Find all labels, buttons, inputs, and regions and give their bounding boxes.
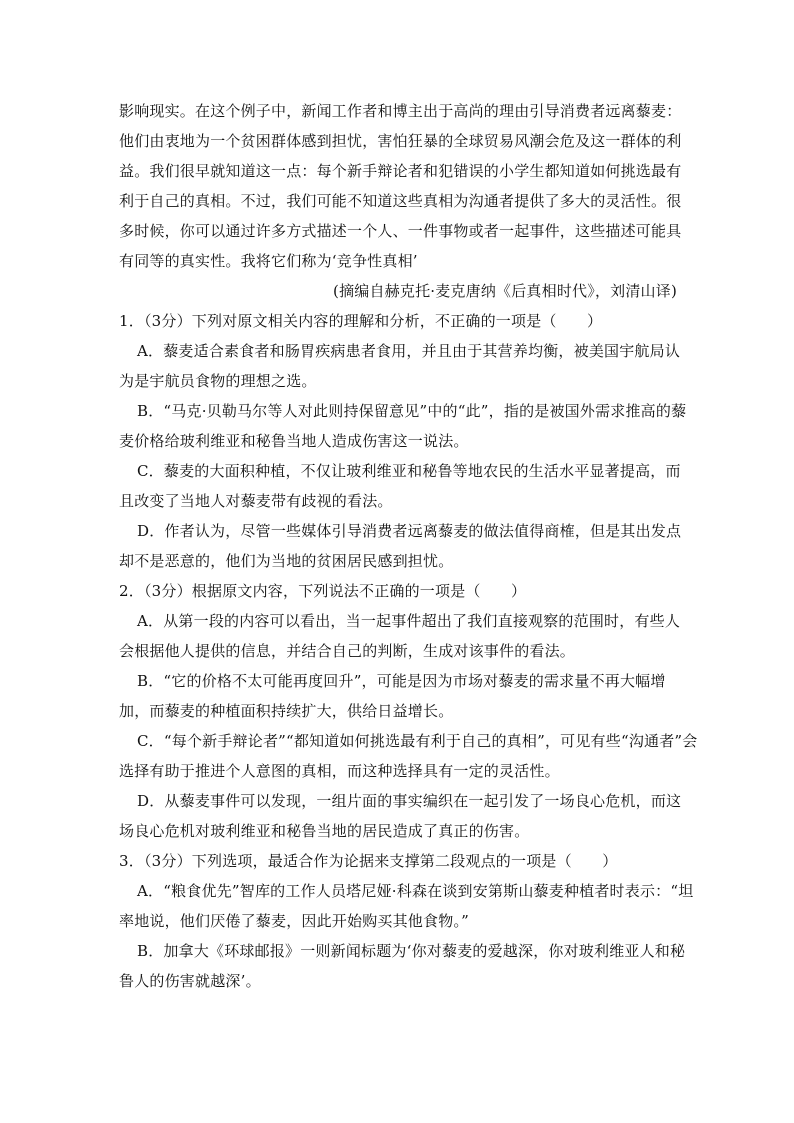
passage-line: 影响现实。在这个例子中，新闻工作者和博主出于高尚的理由引导消费者远离藜麦： <box>119 102 682 120</box>
option-line: A．“粮食优先”智库的工作人员塔尼娅·科森在谈到安第斯山藜麦种植者时表示：“坦 <box>137 882 694 900</box>
option-line: C．藜麦的大面积种植，不仅让玻利维亚和秘鲁等地农民的生活水平显著提高，而 <box>137 462 681 480</box>
option-d <box>119 786 682 846</box>
passage-line: 他们由衷地为一个贫困群体感到担忧，害怕狂暴的全球贸易风潮会危及这一群体的利 <box>119 132 682 150</box>
question-1 <box>119 306 687 576</box>
option-line: C．“每个新手辩论者”“都知道如何挑选最有利于自己的真相”，可见有些“沟通者”会 <box>137 732 698 750</box>
question-2 <box>119 576 698 846</box>
option-line: 率地说，他们厌倦了藜麦，因此开始购买其他食物。” <box>119 912 469 930</box>
question-stem: 3．（3分）下列选项，最适合作为论据来支撑第二段观点的一项是（ ） <box>119 852 618 870</box>
passage-line: 益。我们很早就知道这一点：每个新手辩论者和犯错误的小学生都知道如何挑选最有 <box>119 162 682 180</box>
option-b <box>119 396 687 456</box>
option-line: B．“它的价格不太可能再度回升”，可能是因为市场对藜麦的需求量不再大幅增 <box>137 672 666 690</box>
option-line: 却不是恶意的，他们为当地的贫困居民感到担忧。 <box>119 552 454 570</box>
option-line: B．加拿大《环球邮报》一则新闻标题为‘你对藜麦的爱越深，你对玻利维亚人和秘 <box>137 942 686 960</box>
question-stem: 1．（3分）下列对原文相关内容的理解和分析，不正确的一项是（ ） <box>119 312 603 330</box>
passage-source: (摘编自赫克托·麦克唐纳《后真相时代》，刘清山译) <box>333 282 677 300</box>
passage-paragraph <box>119 96 682 276</box>
option-line: A．从第一段的内容可以看出，当一起事件超出了我们直接观察的范围时，有些人 <box>137 612 681 630</box>
question-stem: 2．（3分）根据原文内容，下列说法不正确的一项是（ ） <box>119 582 527 600</box>
question-3 <box>119 846 694 996</box>
option-c <box>119 726 698 786</box>
option-line: B．“马克·贝勒马尔等人对此则持保留意见”中的“此”，指的是被国外需求推高的藜 <box>137 402 687 420</box>
option-a <box>119 336 681 396</box>
option-a <box>119 606 681 666</box>
option-line: 为是宇航员食物的理想之选。 <box>119 372 317 390</box>
passage-line: 多时候，你可以通过许多方式描述一个人、一件事物或者一起事件，这些描述可能具 <box>119 222 682 240</box>
option-line: 场良心危机对玻利维亚和秘鲁当地的居民造成了真正的伤害。 <box>119 822 530 840</box>
document-body <box>119 96 698 996</box>
option-c <box>119 456 681 516</box>
option-line: D．从藜麦事件可以发现，一组片面的事实编织在一起引发了一场良心危机，而这 <box>137 792 682 810</box>
option-b <box>119 666 677 726</box>
option-line: 且改变了当地人对藜麦带有歧视的看法。 <box>119 492 393 510</box>
option-line: 鲁人的伤害就越深’。 <box>119 972 261 990</box>
option-line: 麦价格给玻利维亚和秘鲁当地人造成伤害这一说法。 <box>119 432 469 450</box>
option-line: 加，而藜麦的种植面积持续扩大，供给日益增长。 <box>119 702 454 720</box>
option-line: A．藜麦适合素食者和肠胃疾病患者食用，并且由于其营养均衡，被美国宇航局认 <box>137 342 681 360</box>
option-b <box>119 936 686 996</box>
option-d <box>119 516 682 576</box>
passage-line: 利于自己的真相。不过，我们可能不知道这些真相为沟通者提供了多大的灵活性。很 <box>119 192 682 210</box>
option-line: 会根据他人提供的信息，并结合自己的判断，生成对该事件的看法。 <box>119 642 576 660</box>
option-a <box>119 876 694 936</box>
passage-line: 有同等的真实性。我将它们称为‘竞争性真相’ <box>119 252 418 270</box>
option-line: D．作者认为，尽管一些媒体引导消费者远离藜麦的做法值得商榷，但是其出发点 <box>137 522 682 540</box>
option-line: 选择有助于推进个人意图的真相，而这种选择具有一定的灵活性。 <box>119 762 560 780</box>
